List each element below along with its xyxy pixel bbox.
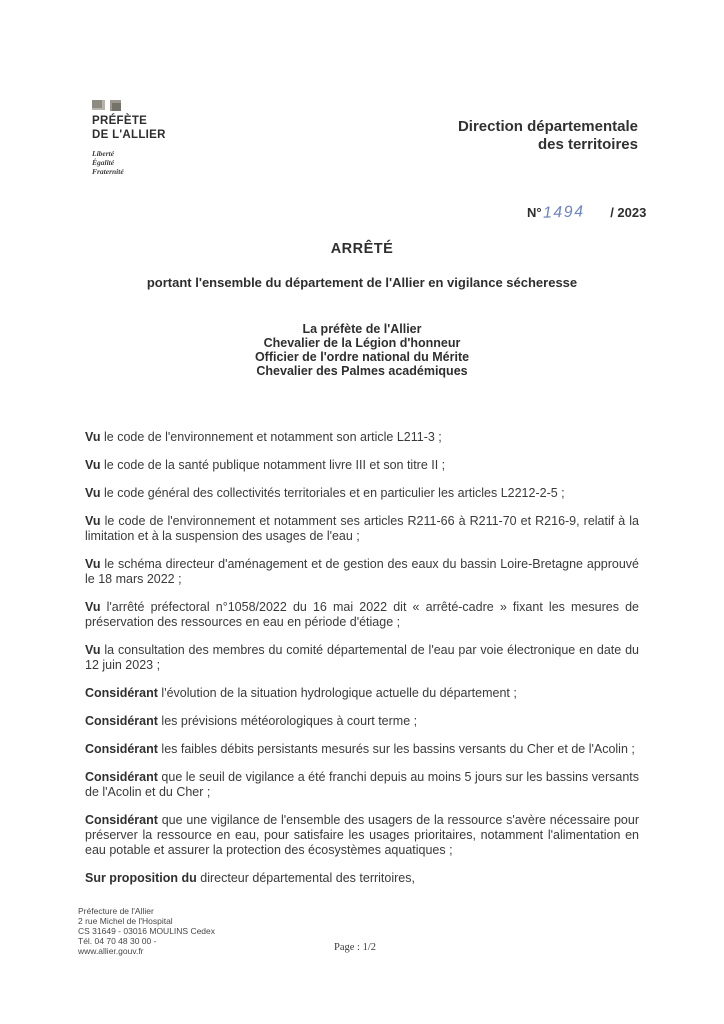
authority-line: Officier de l'ordre national du Mérite: [254, 350, 470, 364]
body-paragraph: Considérant que le seuil de vigilance a été franchi depuis au moins 5 jours sur les bassins versants de l'Acolin et du Cher ;: [85, 770, 639, 799]
logo-name-line1: PRÉFÈTE: [92, 115, 148, 127]
logo-name-line2: DE L'ALLIER: [92, 128, 166, 141]
footer-address: [78, 906, 215, 956]
footer-address-line: Préfecture de l'Allier: [78, 906, 154, 916]
body-paragraph: Vu le code général des collectivités territoriales et en particulier les articles L2212-2-5 ;: [85, 486, 565, 500]
document-title: ARRÊTÉ: [330, 241, 394, 257]
body-paragraph: Vu le code de l'environnement et notamment ses articles R211-66 à R211-70 et R216-9, relatif à la limitation et à la suspension des usages de l'eau ;: [85, 514, 639, 543]
direction-line2: des territoires: [537, 136, 638, 153]
prefecture-logo: [92, 100, 166, 176]
motto-fraternite: Fraternité: [92, 167, 124, 176]
document-subtitle: portant l'ensemble du département de l'Allier en vigilance sécheresse: [146, 275, 578, 290]
marianne-block-left-icon: [92, 100, 105, 110]
decree-number-year: / 2023: [610, 205, 647, 220]
body-paragraph: Considérant les prévisions météorologiques à court terme ;: [85, 714, 418, 728]
document-body: [85, 430, 639, 899]
footer-address-line: Tél. 04 70 48 30 00 -: [78, 936, 157, 946]
body-paragraph: Vu la consultation des membres du comité départemental de l'eau par voie électronique en date du 12 juin 2023 ;: [85, 643, 639, 672]
motto-liberte: Liberté: [92, 149, 115, 158]
body-paragraph: Considérant les faibles débits persistants mesurés sur les bassins versants du Cher et de l'Acolin ;: [85, 742, 635, 756]
marianne-block-right-icon: [110, 100, 121, 111]
body-paragraph: Vu le schéma directeur d'aménagement et de gestion des eaux du bassin Loire-Bretagne approuvé le 18 mars 2022 ;: [85, 557, 639, 586]
marianne-blocks-icon: [92, 100, 166, 111]
decree-number-prefix: N°: [527, 205, 542, 220]
footer-website: www.allier.gouv.fr: [78, 946, 144, 956]
direction-line1: Direction départementale: [457, 118, 638, 135]
issuing-direction: [458, 118, 638, 154]
footer-address-line: CS 31649 - 03016 MOULINS Cedex: [78, 926, 216, 936]
authority-line: La préfète de l'Allier: [302, 322, 422, 336]
decree-number: [527, 204, 646, 222]
footer-address-line: 2 rue Michel de l'Hospital: [78, 916, 173, 926]
body-paragraph: Vu l'arrêté préfectoral n°1058/2022 du 16 mai 2022 dit « arrêté-cadre » fixant les mesures de préservation des ressources en eau en période d'étiage ;: [85, 600, 639, 629]
page-number: Page : 1/2: [334, 942, 376, 953]
motto-egalite: Égalité: [92, 158, 115, 167]
body-paragraph: Sur proposition du directeur départemental des territoires,: [85, 871, 415, 885]
body-paragraph: Vu le code de la santé publique notamment livre III et son titre II ;: [85, 458, 446, 472]
body-paragraph: Vu le code de l'environnement et notamment son article L211-3 ;: [85, 430, 442, 444]
authority-line: Chevalier des Palmes académiques: [256, 364, 468, 378]
body-paragraph: Considérant que une vigilance de l'ensemble des usagers de la ressource s'avère nécessaire pour préserver la ressource en eau, pour satisfaire les usages prioritaires, notamment l'alimentation en eau potable et assurer la protection des écosystèmes aquatiques ;: [85, 813, 639, 857]
body-paragraph: Considérant l'évolution de la situation hydrologique actuelle du département ;: [85, 686, 517, 700]
decree-number-handwritten: 1494: [542, 203, 585, 222]
authority-line: Chevalier de la Légion d'honneur: [263, 336, 461, 350]
authority-block: [0, 322, 724, 378]
